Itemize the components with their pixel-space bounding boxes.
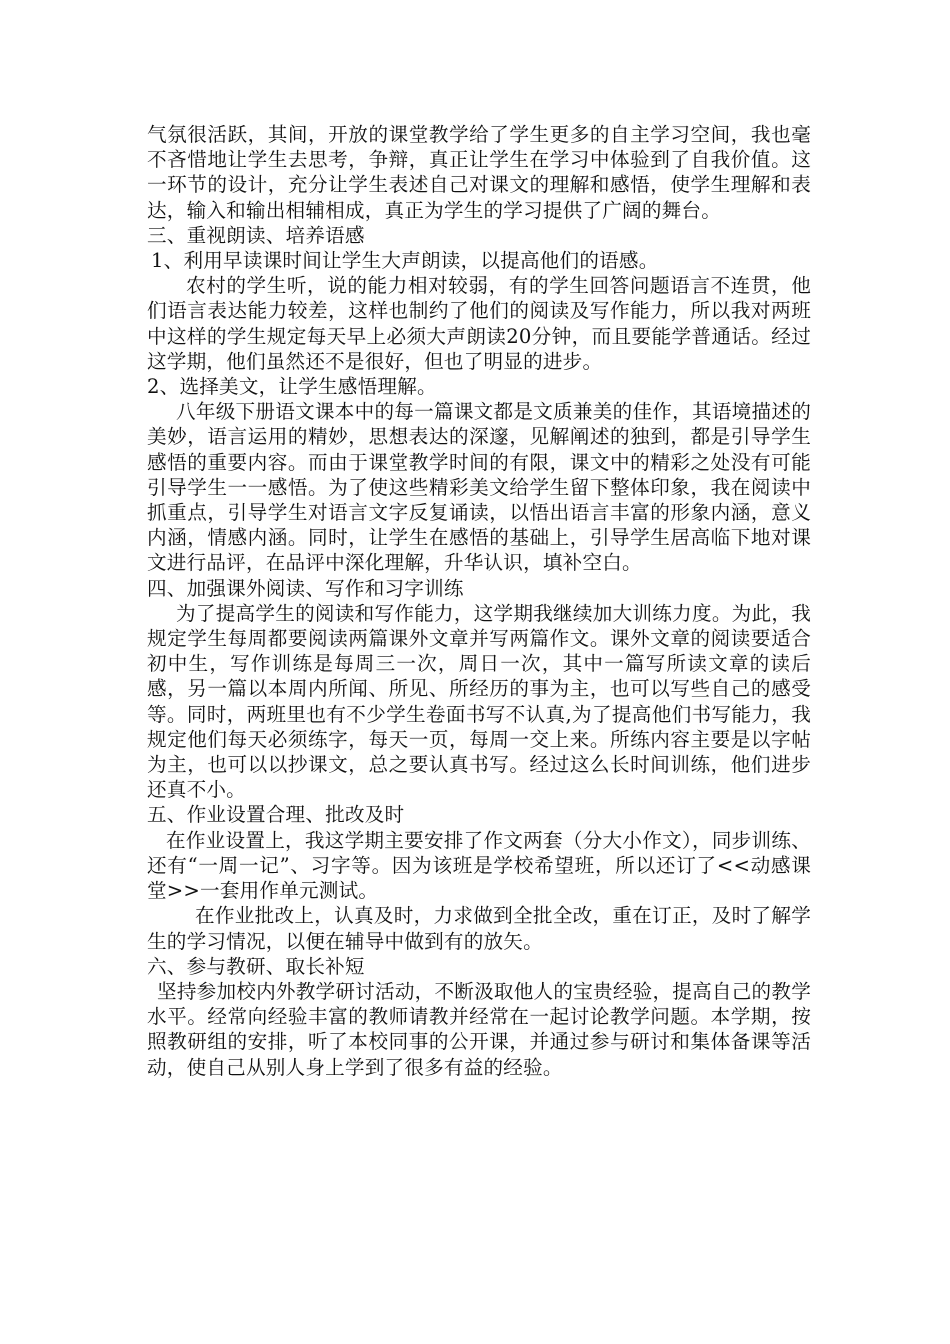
- paragraph-teaching-research: 坚持参加校内外教学研讨活动，不断汲取他人的宝贵经验，提高自己的教学水平。经常向经验丰富的教师请教并经常在一起讨论教学问题。本学期，按照教研组的安排，听了本校同事的公开课，并通过参与研讨和集体备课等活动，使自己从别人身上学到了很多有益的经验。: [147, 979, 811, 1079]
- paragraph-homework-grading: 在作业批改上，认真及时，力求做到全批全改，重在订正，及时了解学生的学习情况，以便在辅导中做到有的放矢。: [147, 904, 811, 953]
- paragraph-reading-writing-training: 为了提高学生的阅读和写作能力，这学期我继续加大训练力度。为此，我规定学生每周都要阅读两篇课外文章并写两篇作文。课外文章的阅读要适合初中生，写作训练是每周三一次，周日一次，其中一篇写所读文章的读后感，另一篇以本周内所闻、所见、所经历的事为主，也可以写些自己的感受等。同时，两班里也有不少学生卷面书写不认真,为了提高他们书写能力，我规定他们每天必须练字，每天一页，每周一交上来。所练内容主要是以字帖为主，也可以以抄课文，总之要认真书写。经过这么长时间训练，他们进步还真不小。: [147, 601, 811, 802]
- subheading-selected-texts: 2、选择美文，让学生感悟理解。: [147, 375, 437, 399]
- heading-teaching-research: 六、参与教研、取长补短: [147, 954, 365, 978]
- paragraph-textbook-appreciation: 八年级下册语文课本中的每一篇课文都是文质兼美的佳作，其语境描述的美妙，语言运用的精妙，思想表达的深邃，见解阐述的独到，都是引导学生感悟的重要内容。而由于课堂教学时间的有限，课文中的精彩之处没有可能引导学生一一感悟。为了使这些精彩美文给学生留下整体印象，我在阅读中抓重点，引导学生对语言文字反复诵读，以悟出语言丰富的形象内涵，意义内涵，情感内涵。同时，让学生在感悟的基础上，引导学生居高临下地对课文进行品评，在品评中深化理解，升华认识，填补空白。: [147, 400, 811, 575]
- heading-reading-aloud: 三、重视朗读、培养语感: [147, 223, 365, 247]
- heading-homework: 五、作业设置合理、批改及时: [147, 803, 405, 827]
- heading-extracurricular: 四、加强课外阅读、写作和习字训练: [147, 576, 464, 600]
- paragraph-homework-setup: 在作业设置上，我这学期主要安排了作文两套（分大小作文），同步训练、还有“一周一记”、习字等。因为该班是学校希望班，所以还订了<<动感课堂>>一套用作单元测试。: [147, 828, 811, 903]
- document-body: [147, 122, 811, 1080]
- paragraph-rural-students: 农村的学生听，说的能力相对较弱，有的学生回答问题语言不连贯，他们语言表达能力较差，这样也制约了他们的阅读及写作能力，所以我对两班中这样的学生规定每天早上必须大声朗读20分钟，而且要能学普通话。经过这学期，他们虽然还不是很好，但也了明显的进步。: [147, 274, 811, 373]
- paragraph-classroom-atmosphere: 气氛很活跃，其间，开放的课堂教学给了学生更多的自主学习空间，我也毫不吝惜地让学生去思考，争辩，真正让学生在学习中体验到了自我价值。这一环节的设计，充分让学生表述自己对课文的理解和感悟，使学生理解和表达，输入和输出相辅相成，真正为学生的学习提供了广阔的舞台。: [147, 123, 811, 222]
- subheading-morning-reading: 1、利用早读课时间让学生大声朗读，以提高他们的语感。: [151, 249, 659, 273]
